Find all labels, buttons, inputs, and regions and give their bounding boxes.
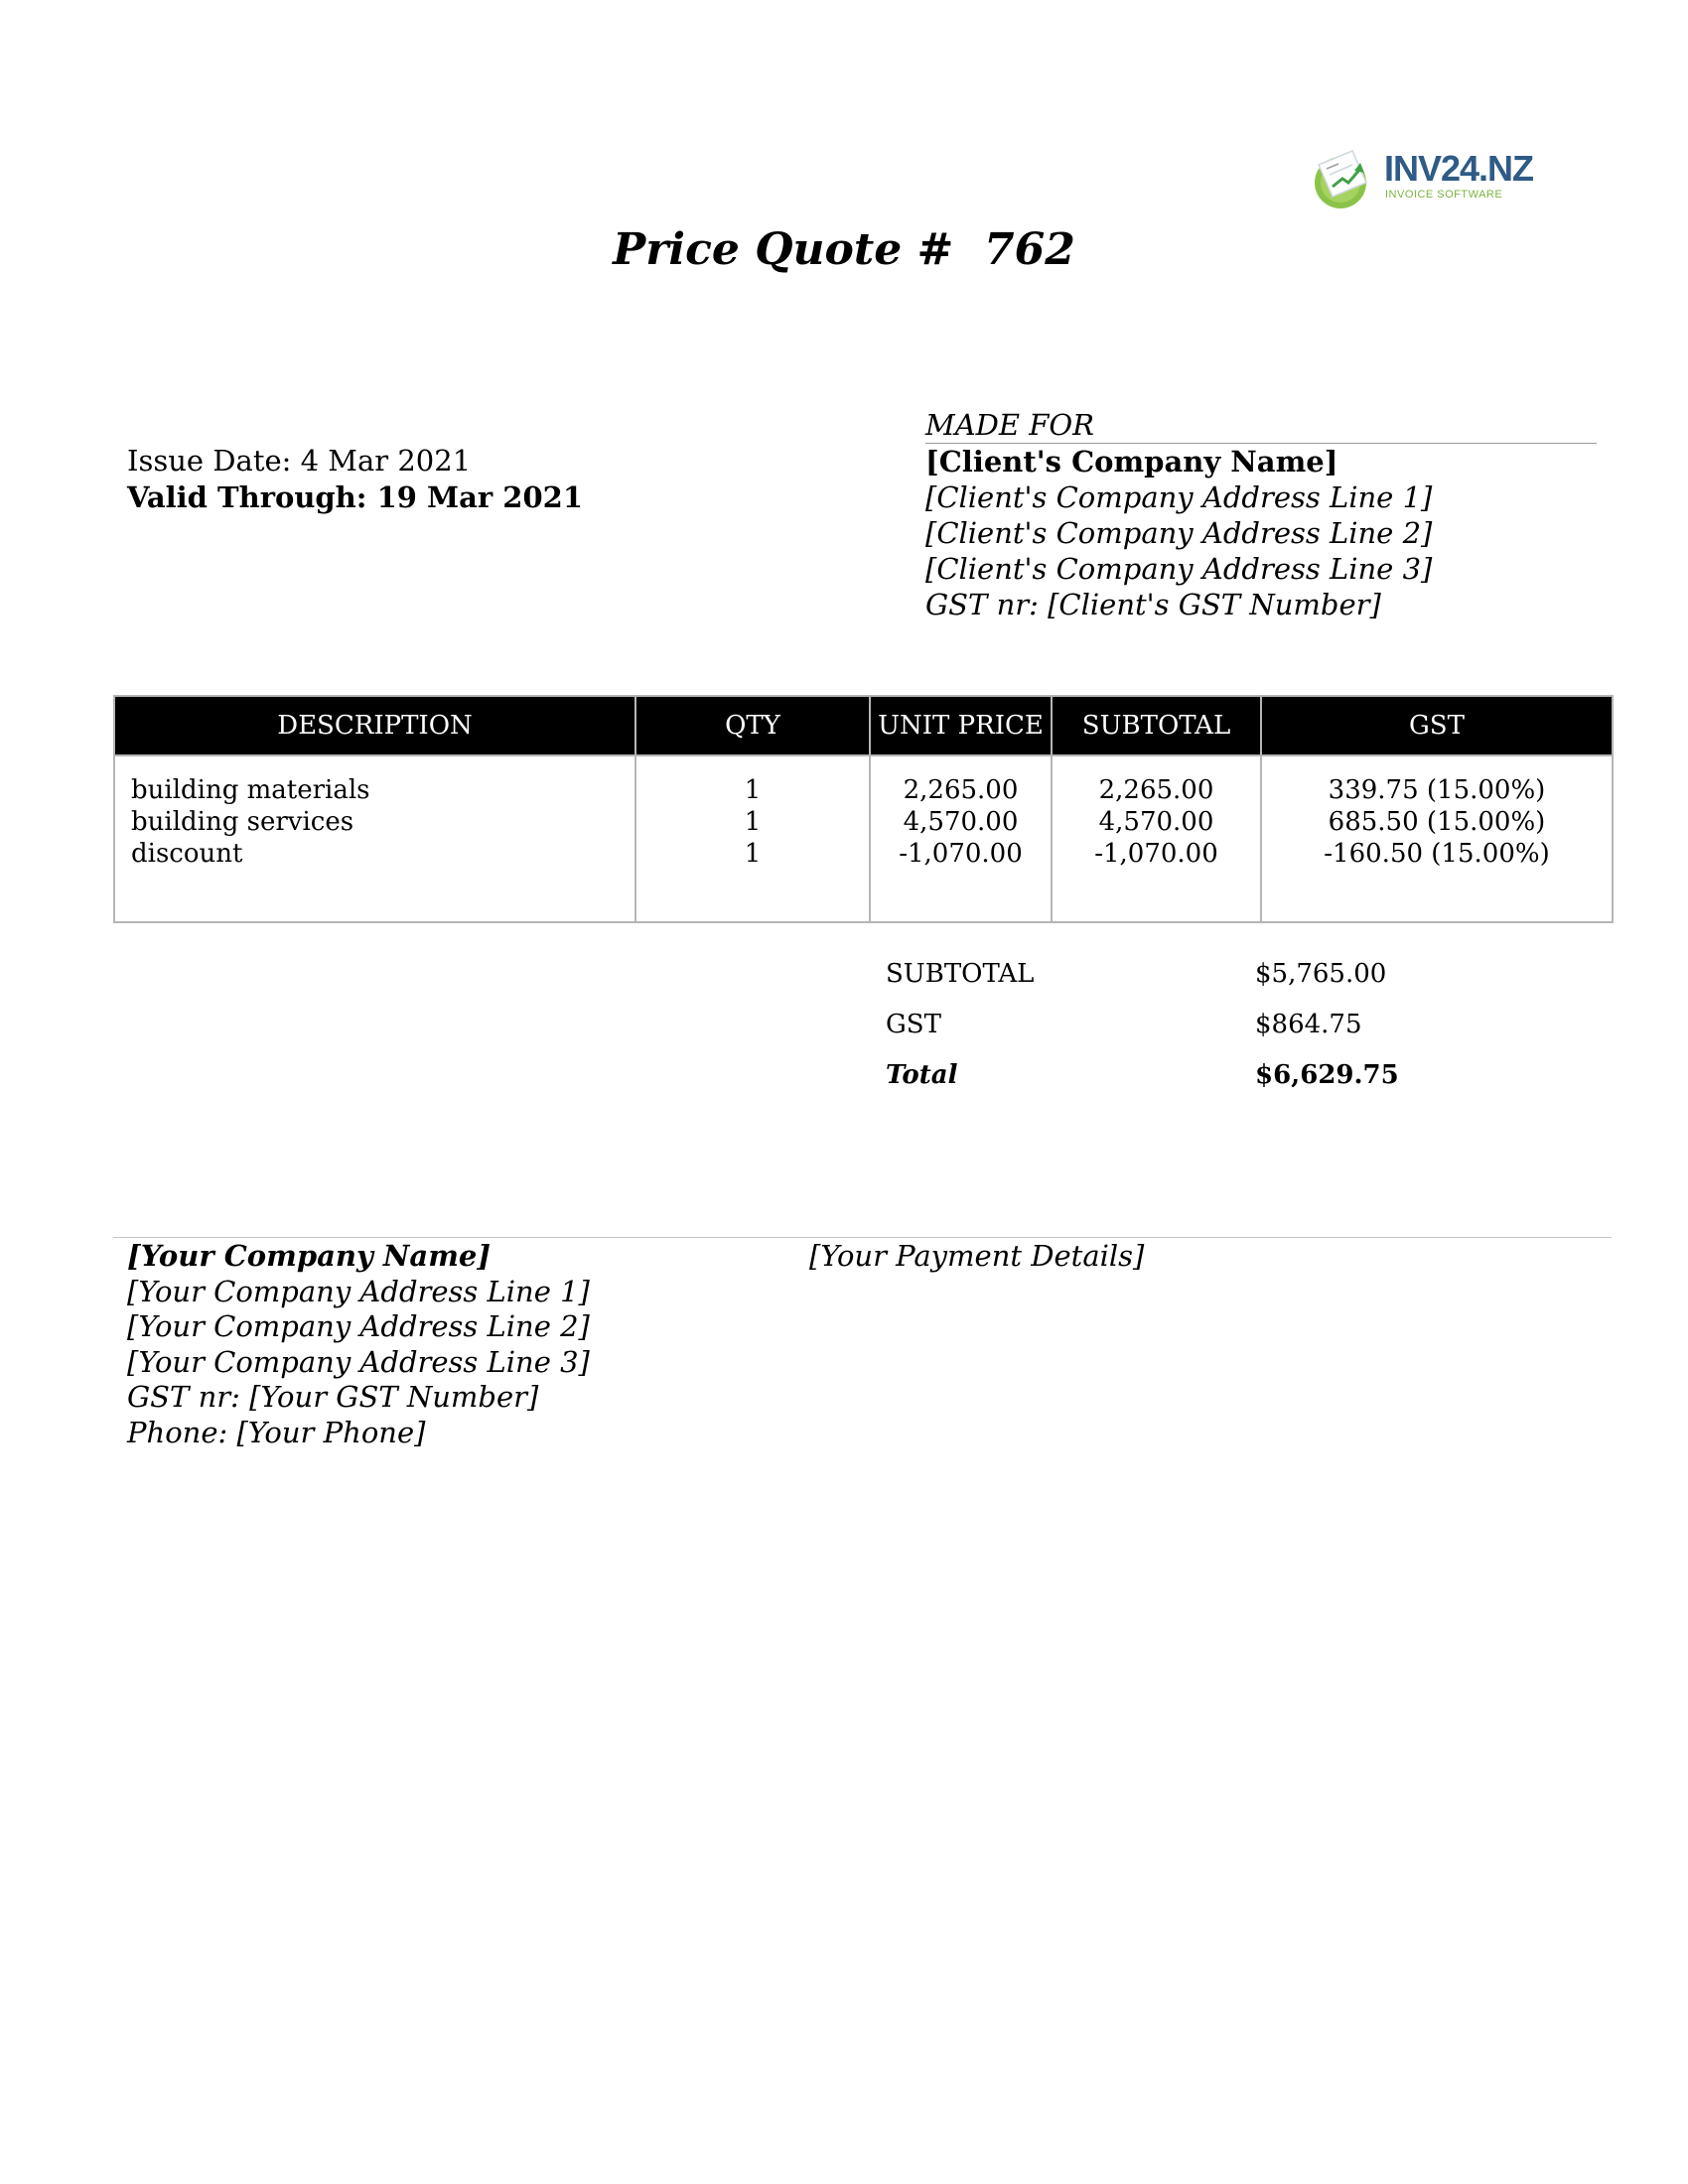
document-growth-arrow-icon <box>1309 143 1378 212</box>
item-unit-price: -1,070.00 <box>899 839 1023 869</box>
subtotal-value: $5,765.00 <box>1255 959 1387 989</box>
column-header-subtotal: SUBTOTAL <box>1052 696 1261 755</box>
subtotal-label: SUBTOTAL <box>886 959 1035 989</box>
logo-tagline: INVOICE SOFTWARE <box>1385 189 1503 201</box>
your-company-name: [Your Company Name] <box>127 1239 492 1273</box>
client-company-name: [Client's Company Name] <box>925 445 1338 478</box>
total-value: $6,629.75 <box>1255 1060 1399 1090</box>
client-address-line-3: [Client's Company Address Line 3] <box>925 552 1433 586</box>
column-header-description: DESCRIPTION <box>114 696 635 755</box>
subtotal-cell <box>1052 755 1261 922</box>
made-for-block <box>925 407 1597 622</box>
valid-through-date: Valid Through: 19 Mar 2021 <box>127 480 584 514</box>
footer-divider <box>113 1237 1612 1238</box>
gst-label: GST <box>886 1010 941 1039</box>
item-qty: 1 <box>744 839 762 869</box>
client-address-line-1: [Client's Company Address Line 1] <box>925 480 1433 514</box>
item-description: discount <box>131 839 243 869</box>
table-row <box>114 755 1613 922</box>
item-description: building materials <box>131 775 370 805</box>
item-qty: 1 <box>744 807 762 837</box>
your-company-address-line-1: [Your Company Address Line 1] <box>127 1274 590 1308</box>
description-cell <box>114 755 635 922</box>
item-unit-price: 4,570.00 <box>903 807 1019 837</box>
unit-price-cell <box>870 755 1052 922</box>
quote-dates <box>127 443 583 516</box>
item-qty: 1 <box>744 775 762 805</box>
logo-brand: INV24.NZ <box>1384 148 1534 189</box>
item-description: building services <box>131 807 354 837</box>
gst-cell <box>1261 755 1613 922</box>
page-title: Price Quote # 762 <box>613 224 1075 275</box>
client-gst-number: GST nr: [Client's GST Number] <box>925 588 1381 621</box>
qty-cell <box>635 755 870 922</box>
your-company-address-line-2: [Your Company Address Line 2] <box>127 1309 590 1343</box>
payment-details: [Your Payment Details] <box>809 1239 1145 1273</box>
item-gst: 339.75 (15.00%) <box>1328 775 1546 805</box>
item-subtotal: 2,265.00 <box>1098 775 1214 805</box>
item-gst: -160.50 (15.00%) <box>1324 839 1550 869</box>
your-company-address-line-3: [Your Company Address Line 3] <box>127 1344 590 1379</box>
item-unit-price: 2,265.00 <box>903 775 1019 805</box>
total-label: Total <box>886 1060 958 1090</box>
your-phone: Phone: [Your Phone] <box>127 1415 426 1449</box>
line-items-table <box>113 695 1614 923</box>
gst-value: $864.75 <box>1255 1010 1362 1039</box>
client-address-line-2: [Client's Company Address Line 2] <box>925 516 1433 550</box>
your-company-block <box>127 1239 590 1450</box>
your-gst-number: GST nr: [Your GST Number] <box>127 1380 539 1414</box>
column-header-unit-price: UNIT PRICE <box>870 696 1052 755</box>
column-header-gst: GST <box>1261 696 1613 755</box>
item-subtotal: -1,070.00 <box>1094 839 1218 869</box>
issue-date: Issue Date: 4 Mar 2021 <box>127 444 472 478</box>
item-gst: 685.50 (15.00%) <box>1328 807 1546 837</box>
item-subtotal: 4,570.00 <box>1098 807 1214 837</box>
logo <box>1309 137 1534 212</box>
table-header-row <box>114 696 1613 755</box>
made-for-label: MADE FOR <box>925 407 1597 444</box>
column-header-qty: QTY <box>635 696 870 755</box>
